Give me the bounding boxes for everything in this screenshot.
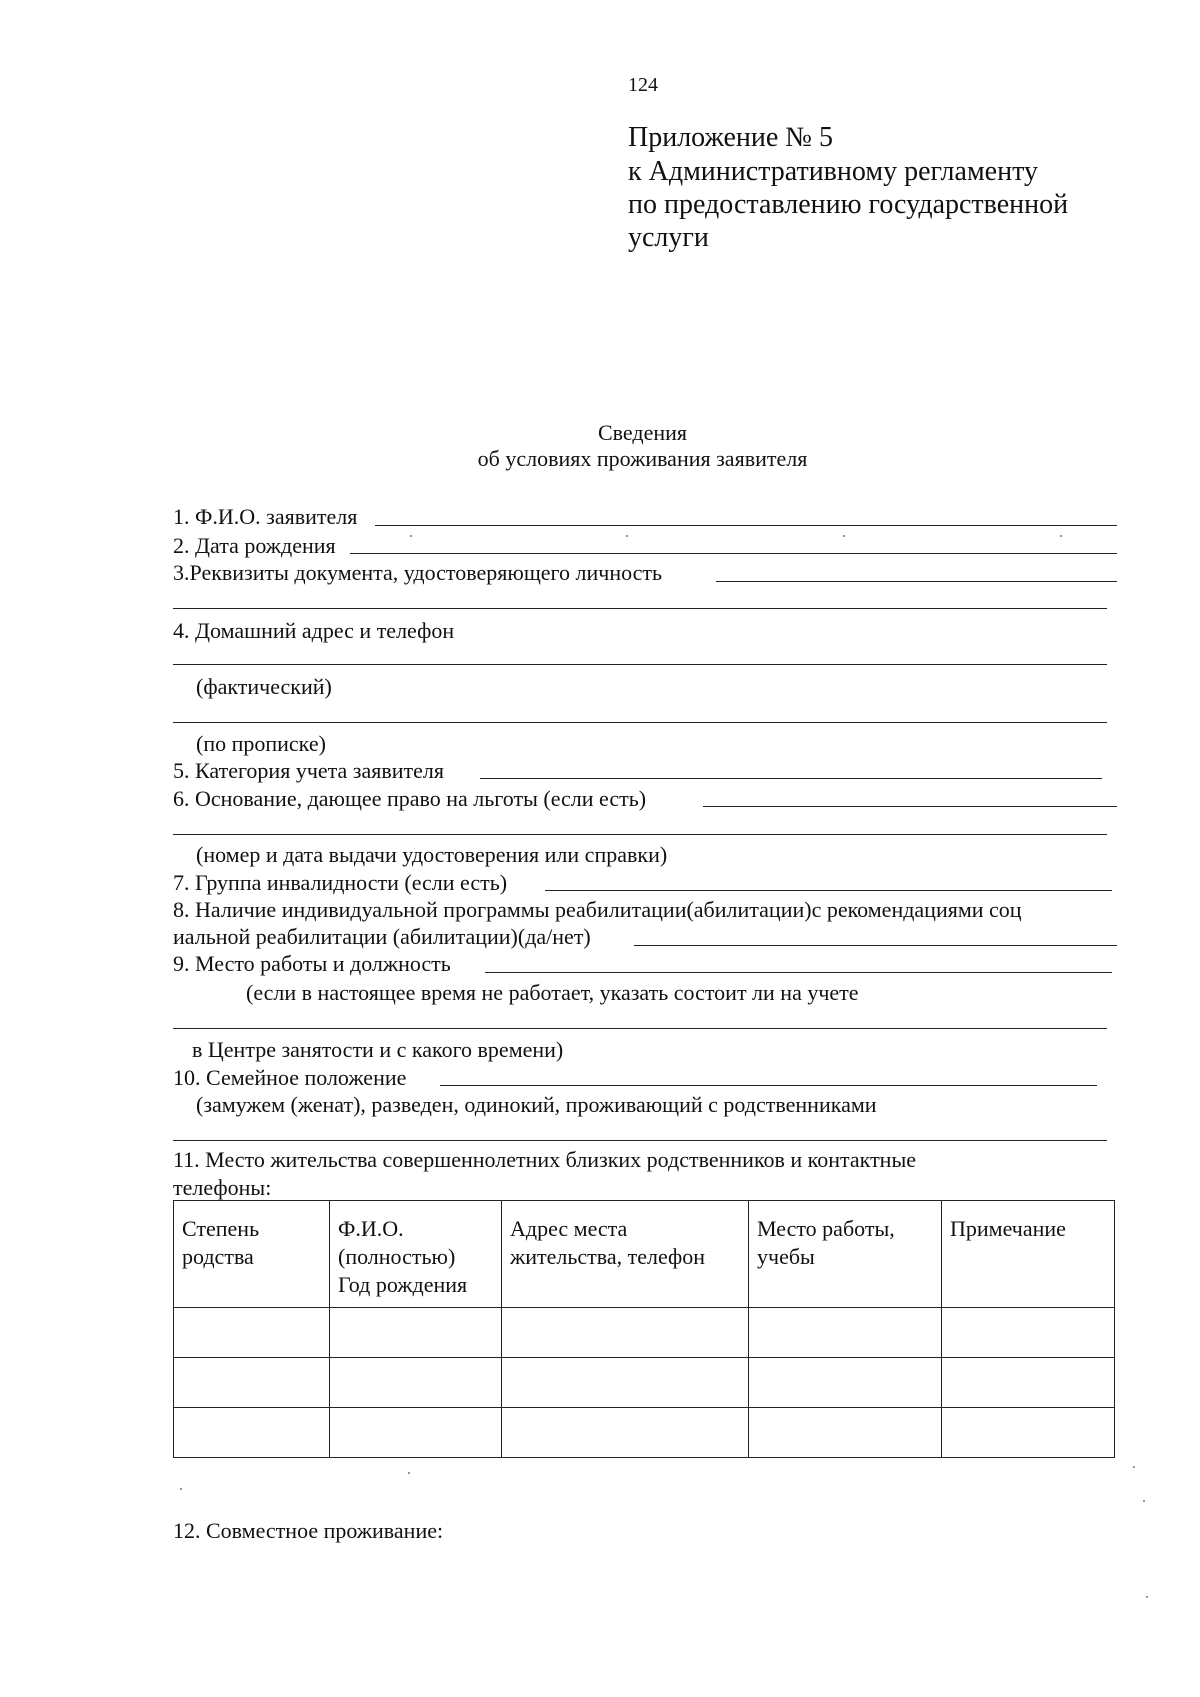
scan-speck — [1133, 1466, 1135, 1468]
table-cell[interactable] — [330, 1358, 502, 1408]
header-cell — [502, 1201, 749, 1308]
field-4-label: 4. Домашний адрес и телефон — [173, 618, 455, 643]
document-title: Сведения — [597, 420, 688, 445]
field-10-label: 10. Семейное положение — [173, 1065, 407, 1090]
field-7-input-line[interactable] — [545, 890, 1112, 891]
relatives-table — [173, 1200, 1115, 1458]
scan-speck — [1060, 535, 1062, 537]
field-6-label: 6. Основание, дающее право на льготы (если есть) — [173, 786, 647, 811]
header-cell — [330, 1201, 502, 1308]
field-10-input-line-2[interactable] — [173, 1140, 1107, 1141]
field-1-input-line[interactable] — [375, 525, 1117, 526]
field-9-input-line[interactable] — [485, 972, 1112, 973]
field-10-input-line[interactable] — [440, 1085, 1097, 1086]
field-9-input-line-2[interactable] — [173, 1028, 1107, 1029]
appendix-line-4: услуги — [628, 222, 709, 253]
field-4-registered-input-line[interactable] — [173, 722, 1107, 723]
table-cell[interactable] — [174, 1408, 330, 1458]
scan-speck — [843, 535, 845, 537]
table-cell[interactable] — [942, 1408, 1115, 1458]
field-4-actual-input-line[interactable] — [173, 664, 1107, 665]
field-10-hint: (замужем (женат), разведен, одинокий, проживающий с родственниками — [196, 1092, 877, 1117]
header-cell — [749, 1201, 942, 1308]
table-cell[interactable] — [502, 1408, 749, 1458]
scan-speck — [410, 535, 412, 537]
appendix-line-3: по предоставлению государственной — [628, 189, 1069, 220]
field-4-actual-hint: (фактический) — [196, 674, 332, 699]
header-note: Примечание — [950, 1216, 1066, 1241]
field-5-input-line[interactable] — [480, 778, 1102, 779]
appendix-line-1: Приложение № 5 — [628, 122, 833, 153]
table-header-row — [174, 1201, 1115, 1308]
table-cell[interactable] — [942, 1358, 1115, 1408]
field-8-input-line[interactable] — [634, 945, 1117, 946]
table-cell[interactable] — [749, 1408, 942, 1458]
field-7-label: 7. Группа инвалидности (если есть) — [173, 870, 508, 895]
header-cell — [942, 1201, 1115, 1308]
field-11-label-line-2: телефоны: — [173, 1175, 272, 1200]
scan-speck — [408, 1472, 410, 1474]
appendix-line-2: к Административному регламенту — [628, 156, 1038, 187]
scan-speck — [626, 535, 628, 537]
table-cell[interactable] — [749, 1358, 942, 1408]
scan-speck — [1146, 1596, 1148, 1598]
header-address: Адрес места жительства, телефон — [510, 1216, 706, 1269]
field-5-label: 5. Категория учета заявителя — [173, 758, 445, 783]
field-2-input-line[interactable] — [350, 553, 1117, 554]
table-cell[interactable] — [174, 1308, 330, 1358]
field-6-input-line-2[interactable] — [173, 834, 1107, 835]
table-row — [174, 1408, 1115, 1458]
field-6-input-line[interactable] — [703, 806, 1117, 807]
field-3-input-line-2[interactable] — [173, 608, 1107, 609]
field-11-label-line-1: 11. Место жительства совершеннолетних близких родственников и контактные — [173, 1147, 917, 1172]
document-subtitle: об условиях проживания заявителя — [477, 446, 808, 471]
field-8-label-line-2: иальной реабилитации (абилитации)(да/нет) — [173, 924, 591, 949]
header-cell — [174, 1201, 330, 1308]
field-8-label-line-1: 8. Наличие индивидуальной программы реабилитации(абилитации)с рекомендациями соц — [173, 897, 1022, 922]
field-12-label: 12. Совместное проживание: — [173, 1518, 444, 1543]
header-workplace: Место работы, учебы — [757, 1216, 895, 1269]
table-cell[interactable] — [942, 1308, 1115, 1358]
table-cell[interactable] — [502, 1308, 749, 1358]
field-1-label: 1. Ф.И.О. заявителя — [173, 504, 358, 529]
header-kinship: Степень родства — [182, 1216, 260, 1269]
table-row — [174, 1358, 1115, 1408]
table-cell[interactable] — [174, 1358, 330, 1408]
table-row — [174, 1308, 1115, 1358]
field-2-label: 2. Дата рождения — [173, 533, 336, 558]
table-cell[interactable] — [749, 1308, 942, 1358]
scan-speck — [180, 1488, 182, 1490]
page-number: 124 — [628, 74, 658, 96]
field-6-hint: (номер и дата выдачи удостоверения или справки) — [196, 842, 668, 867]
field-9-label: 9. Место работы и должность — [173, 951, 451, 976]
scan-speck — [1143, 1500, 1145, 1502]
field-3-label: 3.Реквизиты документа, удостоверяющего личность — [173, 560, 663, 585]
table-cell[interactable] — [502, 1358, 749, 1408]
field-9-hint-2: в Центре занятости и с какого времени) — [192, 1037, 564, 1062]
field-4-registered-hint: (по прописке) — [196, 731, 326, 756]
field-3-input-line[interactable] — [716, 581, 1117, 582]
table-cell[interactable] — [330, 1408, 502, 1458]
header-full-name: Ф.И.О. (полностью) Год рождения — [338, 1216, 468, 1297]
field-9-hint-1: (если в настоящее время не работает, указать состоит ли на учете — [246, 980, 859, 1005]
table-cell[interactable] — [330, 1308, 502, 1358]
